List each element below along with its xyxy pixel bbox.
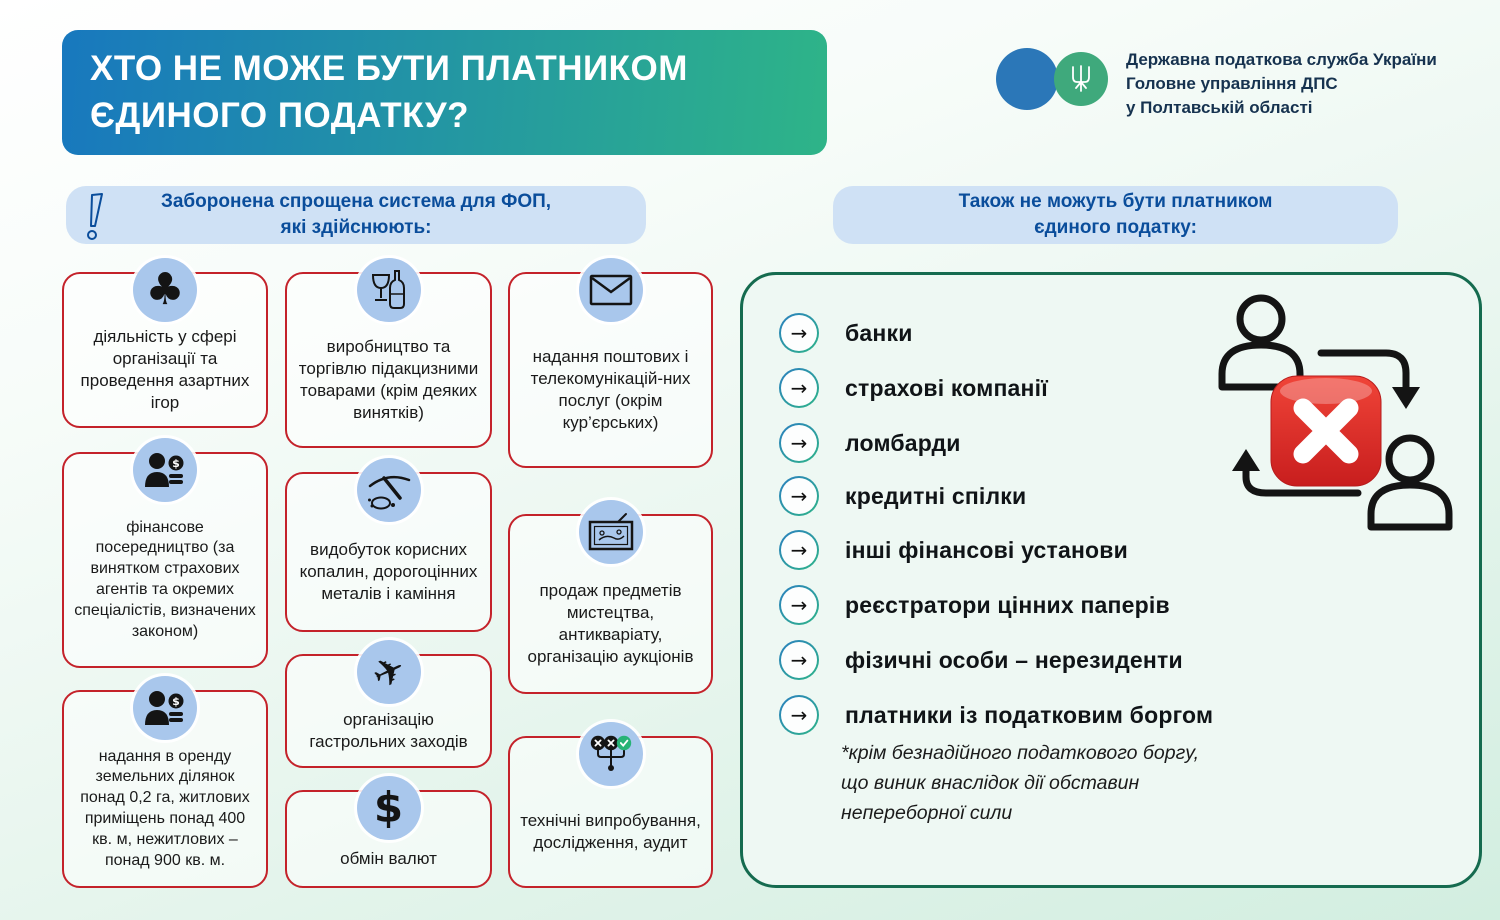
page-title-line-1: ХТО НЕ МОЖЕ БУТИ ПЛАТНИКОМ (90, 48, 688, 88)
left-heading-line-2: які здійснюють: (280, 217, 432, 238)
arrow-glyph: → (790, 376, 808, 400)
tax-service-logo-icon (996, 44, 1110, 110)
card-financial-intermediation (62, 452, 268, 668)
arrow-right-icon (779, 640, 819, 680)
list-item-label: ломбарди (845, 429, 961, 456)
card-excise-goods (285, 272, 492, 448)
card-postal-services (508, 272, 713, 468)
person-icon (1222, 298, 1300, 387)
clubs-glyph: ♣ (145, 264, 185, 315)
logo-blue-circle (996, 48, 1058, 110)
page-title (62, 30, 827, 155)
note-line-3: непереборної сили (841, 802, 1013, 825)
arrow-glyph: → (790, 321, 808, 345)
list-item-label: фізичні особи – нерезиденти (845, 646, 1183, 673)
arrow-right-icon (779, 695, 819, 735)
left-section-heading (66, 186, 646, 244)
person-icon (1371, 438, 1449, 527)
list-item-label: платники із податковим боргом (845, 701, 1214, 728)
list-item-registrars (779, 586, 1170, 624)
list-item-label: страхові компанії (845, 374, 1048, 401)
tax-debt-note (841, 738, 1199, 829)
dollar-glyph: $ (373, 783, 404, 832)
artwork-icon (579, 500, 643, 564)
list-item-pawnshops (779, 424, 961, 462)
arrow-glyph: → (790, 484, 808, 508)
list-item-credit-unions (779, 477, 1026, 515)
list-item-nonresidents (779, 641, 1183, 679)
svg-text:$: $ (172, 457, 180, 470)
excluded-entities-panel (740, 272, 1482, 888)
logo-green-circle (1054, 52, 1108, 106)
card-financial-intermediation-text: фінансове посередництво (за винятком страхових агентів та окремих спеціалістів, визначених законом) (74, 518, 256, 640)
card-postal-services-text: надання поштових і телекомунікацій-них послуг (окрім кур’єрських) (530, 346, 691, 433)
card-gambling-text: діяльність у сфері організації та проведення азартних ігор (80, 326, 250, 413)
right-heading-line-2: єдиного податку: (1034, 217, 1197, 238)
card-currency-exchange-text: обмін валют (340, 848, 437, 868)
card-technical-testing-text: технічні випробування, дослідження, аудит (520, 810, 701, 852)
card-currency-exchange (285, 783, 492, 888)
alcohol-icon (357, 258, 421, 322)
org-name-line-1: Державна податкова служба України (1126, 50, 1437, 69)
card-rent-text: надання в оренду земельних ділянок понад 0,2 га, житлових приміщень понад 400 кв. м, нежитлових – понад 900 кв. м. (80, 747, 250, 869)
finance-person-icon (133, 438, 197, 502)
right-section-heading-text (959, 189, 1273, 240)
org-name-line-3: у Полтавській області (1126, 98, 1313, 118)
arrow-right-icon (779, 423, 819, 463)
card-rent (62, 690, 268, 888)
org-logo (996, 44, 1437, 120)
list-item-other-financial (779, 531, 1128, 569)
svg-text:$: $ (172, 695, 180, 708)
arrow-glyph: → (790, 648, 808, 672)
landlord-icon (133, 676, 197, 740)
airplane-glyph: ✈ (364, 645, 413, 699)
card-art-sales (508, 514, 713, 694)
arrow-glyph: → (790, 431, 808, 455)
note-line-2: що виник внаслідок дії обставин (841, 772, 1140, 795)
list-item-label: інші фінансові установи (845, 536, 1128, 563)
arrow-right-icon (779, 530, 819, 570)
card-gambling (62, 264, 268, 428)
list-item-label: банки (845, 319, 913, 346)
page-title-line-2: ЄДИНОГО ПОДАТКУ? (90, 95, 469, 135)
card-touring (285, 645, 492, 768)
arrow-right-icon (779, 476, 819, 516)
trident-icon (1068, 64, 1094, 94)
card-mining (285, 472, 492, 632)
testing-icon (579, 722, 643, 786)
dollar-icon (357, 776, 421, 840)
arrow-right-icon (779, 368, 819, 408)
org-name-line-2: Головне управління ДПС (1126, 74, 1338, 94)
card-technical-testing (508, 736, 713, 888)
org-name (1126, 44, 1437, 120)
airplane-icon (357, 640, 421, 704)
card-excise-goods-text: виробництво та торгівлю підакцизними товарами (крім деяких винятків) (298, 336, 479, 423)
clubs-icon (133, 258, 197, 322)
arrow-right-icon (779, 585, 819, 625)
envelope-icon (579, 258, 643, 322)
left-heading-line-1: Заборонена спрощена система для ФОП, (160, 191, 552, 213)
pickaxe-icon (357, 458, 421, 522)
list-item-tax-debtors (779, 696, 1213, 734)
list-item-label: реєстратори цінних паперів (845, 591, 1170, 618)
arrow-glyph: → (790, 538, 808, 562)
arrow-glyph: → (790, 593, 808, 617)
list-item-banks (779, 314, 913, 352)
right-section-heading (833, 186, 1398, 244)
right-heading-line-1: Також не можуть бути платником (958, 191, 1273, 213)
arrow-glyph: → (790, 703, 808, 727)
list-item-insurance (779, 369, 1048, 407)
left-section-heading-text (161, 189, 551, 240)
card-art-sales-text: продаж предметів мистецтва, антикваріату, організацію аукціонів (527, 580, 694, 667)
prohibited-x-icon (1271, 376, 1381, 486)
exclamation-icon (80, 190, 110, 242)
list-item-label: кредитні спілки (845, 482, 1027, 509)
no-exchange-illustration (1188, 287, 1473, 562)
card-touring-text: організацію гастрольних заходів (309, 709, 468, 751)
card-mining-text: видобуток корисних копалин, дорогоцінних металів і каміння (299, 539, 478, 604)
note-line-1: *крім безнадійного податкового боргу, (841, 742, 1200, 764)
arrow-right-icon (779, 313, 819, 353)
